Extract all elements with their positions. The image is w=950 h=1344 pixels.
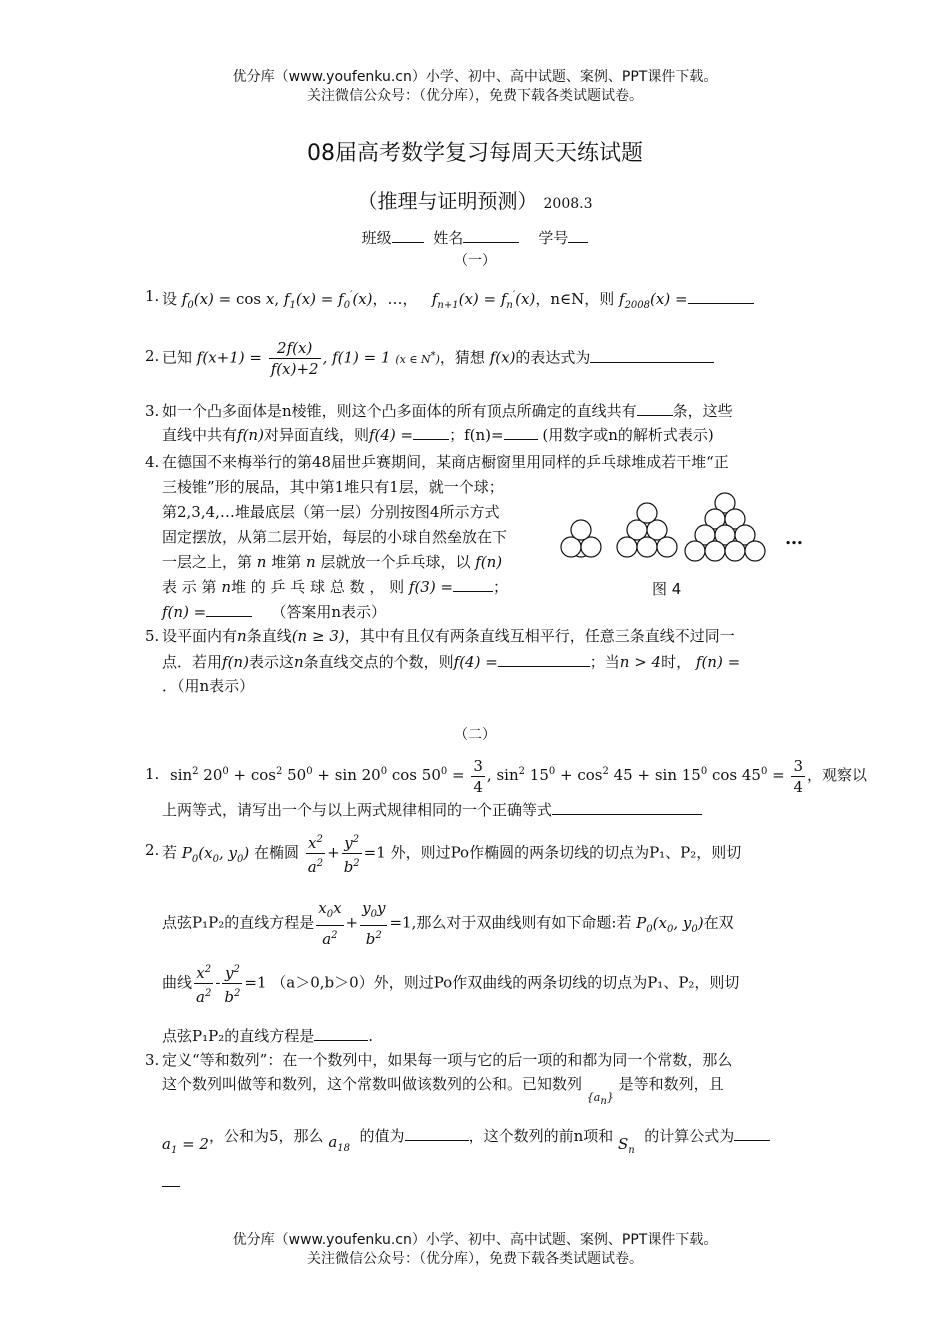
q2-3-text-3a: ，公和为5，那么 [208, 1127, 324, 1145]
q2-2-point: $P_0(x_0$, $y_0$) [181, 843, 250, 865]
q1-5-text-2c: 条直线交点的个数，则 [303, 653, 454, 671]
q1-4-line-3: 第2,3,4,…堆最底层（第一层）分别按图4所示方式 [162, 503, 500, 521]
q1-3-line-2: 直线中共有f(n)对异面直线，则f(4) = ；f(n)= (用数字或n的解析式表示) [162, 426, 714, 444]
header-line-2: 关注微信公众号：（优分库），免费下载各类试题试卷。 [307, 88, 643, 104]
q2-2-text-c: 外，则过Po作椭圆的两条切线的切点为P₁、P₂，则切 [390, 843, 742, 862]
footer-line-1: 优分库（www.youfenku.cn）小学、初中、高中试题、案例、PPT课件下载。 [232, 1232, 718, 1248]
q1-1-formula-a: $f_0(x)$ = [181, 290, 232, 311]
name-field[interactable] [463, 228, 519, 243]
q1-4-line-7: f(n) = （答案用n表示） [162, 603, 387, 621]
q2-1-formula-1: $\sin^2 20^0 + \cos^2 50^0 + \sin 20^0$ $\cos 50^0$ = [170, 766, 465, 784]
q1-2-formula-fx: f(x) [489, 348, 516, 367]
q1-3-answer-fn[interactable] [504, 425, 538, 440]
q2-1-tail: ，观察以 [807, 766, 868, 784]
q2-2-number: 2. [145, 841, 160, 859]
q1-5-answer-f4[interactable] [498, 652, 590, 667]
q1-5-text-2d: ；当 [589, 653, 620, 671]
class-label: 班级 [361, 229, 392, 247]
q1-3-text-2b: 对异面直线，则 [263, 426, 369, 444]
student-info [0, 227, 950, 248]
q1-1-text-c: ，n∈N，则 [535, 290, 615, 308]
id-field[interactable] [568, 228, 588, 243]
q2-3-text-3b: 的值为 [359, 1127, 405, 1145]
q1-4-line-2: 三棱锥”形的展品，其中第1堆只有1层，就一个球； [162, 478, 504, 496]
q2-3-answer-sn[interactable] [734, 1126, 770, 1141]
q2-2-text-4: 点弦P₁P₂的直线方程是 [162, 1027, 315, 1045]
q2-2-chord-frac-x: $\frac{x_0x}{a^2}$ [318, 899, 342, 948]
q1-5-text-2e: 时， [661, 653, 692, 671]
q1-5-line-1: 设平面内有n条直线(n ≥ 3)，其中有且仅有两条直线互相平行，任意三条直线不过同一 [162, 627, 735, 645]
q1-4-text-7: （答案用n表示） [271, 603, 387, 621]
q2-2-point-2: $P_0(x_0$, $y_0$) [636, 913, 704, 935]
header-line-1: 优分库（www.youfenku.cn）小学、初中、高中试题、案例、PPT课件下载。 [232, 69, 718, 85]
q1-3-text-2c: ；f(n)= [449, 426, 504, 444]
page-subtitle: （推理与证明预测） [357, 189, 538, 213]
q2-3-a1: $a_1 = 2$ [162, 1135, 209, 1156]
q2-2-text-3b: （a＞0,b＞0）外，则过Po作双曲线的两条切线的切点为P₁、P₂，则切 [271, 973, 740, 992]
q1-3-answer-lines[interactable] [637, 401, 673, 416]
q1-5-line-2: 点．若用f(n)表示这n条直线交点的个数，则f(4) = ；当n > 4时， f(n) = [162, 653, 741, 671]
q1-4-text-6b: 堆 的 乒 乓 球 总 数 ， 则 [230, 578, 409, 596]
date: 2008.3 [543, 196, 593, 212]
q1-4-text-5a: 一层之上，第 [162, 553, 253, 571]
q1-5-number: 5. [145, 627, 160, 645]
q2-1-fraction-2: $\frac{3}{4}$ [793, 756, 804, 796]
q1-2-text-c: 的表达式为 [515, 348, 591, 367]
q1-4-line-4: 固定摆放，从第二层开始，每层的小球自然垒放在下 [162, 528, 508, 546]
q1-2-fraction: $\frac{2f(x)}{f(x)+2}$ [270, 339, 319, 379]
q1-1-formula-b: $f_1(x) = f_0'(x)$ [283, 290, 373, 311]
q2-2-text-3a: 曲线 [162, 973, 193, 992]
q2-3-text-3d: 的计算公式为 [644, 1127, 735, 1145]
q2-3-text-3c: ，这个数列的前n项和 [468, 1127, 614, 1145]
q2-1-number: 1. [145, 765, 160, 783]
q2-2-ellipse-frac-x: $\frac{x^2}{a^2}$ [306, 830, 325, 877]
q1-1: 设 $f_0(x) = \cos x$, $f_1(x) = f_0'(x)$，…， $f_{n+1}(x) = f_n'(x)$，n∈N，则 $f_{2008}(x)$ = [162, 284, 812, 318]
q1-2-formula-lhs: f(x+1) = [196, 348, 262, 367]
q1-5-text-2a: 点．若用 [162, 653, 223, 671]
q2-2-hyper-frac-y: $\frac{y^2}{b^2}$ [222, 960, 242, 1007]
q1-2-text-a: 已知 [162, 348, 193, 367]
q1-3-answer-f4[interactable] [413, 425, 449, 440]
name-label: 姓名 [433, 229, 464, 247]
q1-4-text-5c: 层就放一个乒乓球，以 [320, 553, 471, 571]
q1-2-answer[interactable] [590, 348, 714, 363]
q2-2-line-4: 点弦P₁P₂的直线方程是 . [162, 1027, 373, 1045]
q2-3-line-2 [162, 1072, 812, 1108]
q1-1-formula-c: $f_{n+1}(x) = f_n'(x)$ [431, 290, 536, 311]
page-subtitle-row [0, 185, 950, 214]
q2-3-a18: $a_{18}$ [328, 1133, 350, 1154]
q2-2-line-3: 曲线 $\frac{x^2}{a^2}$ - $\frac{y^2}{b^2}$ =1 （a＞0,b＞0）外，则过Po作双曲线的两条切线的切点为P₁、P₂，则切 [162, 960, 812, 1007]
q1-2-text-b: ，猜想 [439, 348, 485, 367]
q2-2-line-1: 若 $P_0(x_0$, $y_0$) 在椭圆 $\frac{x^2}{a^2}$ + $\frac{y^2}{b^2}$ =1 外，则过Po作椭圆的两条切线的切点为P₁、P₂，则切 [162, 830, 812, 882]
q1-5-text-2b: 表示这 [248, 653, 294, 671]
q1-3-text-1b: 条，这些 [672, 402, 733, 420]
q2-3-answer-a18[interactable] [405, 1126, 469, 1141]
q2-2-text-b: 在椭圆 [253, 843, 299, 862]
q1-2-number: 2. [145, 347, 160, 365]
page-title: 08届高考数学复习每周天天练试题 [307, 141, 643, 166]
q2-3-text-2: 这个数列叫做等和数列，这个常数叫做该数列的公和。已知数列 [162, 1075, 583, 1093]
q2-3-sequence: {an} [586, 1091, 614, 1108]
figure-4-caption: 图 4 [652, 580, 682, 598]
section-1-heading: （一） [454, 253, 496, 269]
q1-3-line-1 [162, 399, 812, 423]
q1-5-text-1a: 设平面内有 [162, 627, 238, 645]
q1-1-text-b: ，…， [372, 290, 418, 308]
q1-4-answer-fn[interactable] [206, 602, 252, 617]
q1-4-line-1: 在德国不来梅举行的第48届世乒赛期间，某商店橱窗里用同样的乒乓球堆成若干堆“正 [162, 453, 729, 471]
q1-1-text-a: 设 [162, 290, 178, 308]
q1-1-answer[interactable] [688, 289, 754, 304]
q2-2-text-2c: 在双 [703, 913, 734, 932]
q2-1-line-2 [162, 798, 812, 822]
q2-2-line-2: 点弦P₁P₂的直线方程是 $\frac{x_0x}{a^2}$ + $\frac{y_0y}{b^2}$ =1,那么对于双曲线则有如下命题:若 $P_0(x_0$, $y_0$)在双 [162, 899, 734, 948]
q1-3-text-1: 如一个凸多面体是n棱锥，则这个凸多面体的所有顶点所确定的直线共有 [162, 402, 637, 420]
q1-4-answer-f3[interactable] [453, 577, 493, 592]
q1-2-domain: (x ∈ N*) [395, 350, 440, 366]
section-2-heading: （二） [454, 727, 496, 743]
q1-5-text-1b: 条直线 [246, 627, 292, 645]
q2-1-line-1: $\sin^2 20^0 + \cos^2 50^0 + \sin 20^0$ $\cos 50^0$ = $\frac{3}{4}$ , $\sin^2 15^0 + \cos^2 45 + \sin 15^0$ $\cos 45^0$ = $\frac{3}{4}$ ，观察以 [170, 756, 868, 796]
q1-3-text-2d: (用数字或n的解析式表示) [542, 426, 714, 444]
q2-2-hyper-frac-x: $\frac{x^2}{a^2}$ [194, 960, 213, 1007]
q1-1-number: 1. [145, 287, 160, 305]
q2-1-fraction-1: $\frac{3}{4}$ [473, 756, 483, 796]
q1-4-text-5b: 堆第 [271, 553, 302, 571]
q2-2-text-2a: 点弦P₁P₂的直线方程是 [162, 913, 315, 932]
q1-4-number: 4. [145, 453, 160, 471]
q1-3-text-2a: 直线中共有 [162, 426, 238, 444]
q1-1-formula-d: $f_{2008}(x)$ = [619, 290, 688, 311]
q2-2-answer[interactable] [314, 1026, 368, 1041]
q1-5-line-3: ．（用n表示） [162, 677, 255, 695]
q2-3-text-2b: 是等和数列，且 [618, 1075, 724, 1093]
figure-4-ellipsis: … [785, 528, 803, 549]
q2-3-sn: $S_n$ [618, 1135, 635, 1156]
q2-1-text-2: 上两等式，请写出一个与以上两式规律相同的一个正确等式 [162, 801, 553, 819]
q2-1-answer[interactable] [552, 800, 702, 815]
q1-2: 已知 f(x+1) = $\frac{2f(x)}{f(x)+2}$ , f(1) = 1 (x ∈ N*)，猜想 f(x)的表达式为 [162, 334, 812, 382]
q1-3-number: 3. [145, 402, 160, 420]
figure-4-drawing [555, 488, 805, 568]
q2-1-formula-2: $\sin^2 15^0 + \cos^2 45 + \sin 15^0$ $\cos 45^0$ = [496, 766, 785, 784]
q2-2-chord-frac-y: $\frac{y_0y}{b^2}$ [362, 899, 386, 948]
q2-3-line-3 [162, 1124, 812, 1155]
q2-3-line-1: 定义“等和数列”：在一个数列中，如果每一项与它的后一项的和都为同一个常数，那么 [162, 1051, 733, 1069]
q1-5-text-1c: ，其中有且仅有两条直线互相平行，任意三条直线不过同一 [344, 627, 735, 645]
q2-2-text-a: 若 [162, 843, 178, 862]
q1-4-line-6: 表 示 第 n堆 的 乒 乓 球 总 数 ， 则 f(3) = ； [162, 578, 509, 596]
class-field[interactable] [392, 228, 424, 243]
q1-4-text-6a: 表 示 第 [162, 578, 222, 596]
footer-line-2: 关注微信公众号：（优分库），免费下载各类试题试卷。 [307, 1251, 643, 1267]
q1-4-line-5: 一层之上，第 n 堆第 n 层就放一个乒乓球，以 f(n) [162, 553, 503, 571]
q2-3-answer-continuation[interactable] [162, 1186, 180, 1187]
q2-3-number: 3. [145, 1051, 160, 1069]
q2-2-text-2b: =1,那么对于双曲线则有如下命题:若 [389, 913, 632, 932]
q2-2-ellipse-frac-y: $\frac{y^2}{b^2}$ [342, 830, 362, 877]
id-label: 学号 [538, 229, 569, 247]
